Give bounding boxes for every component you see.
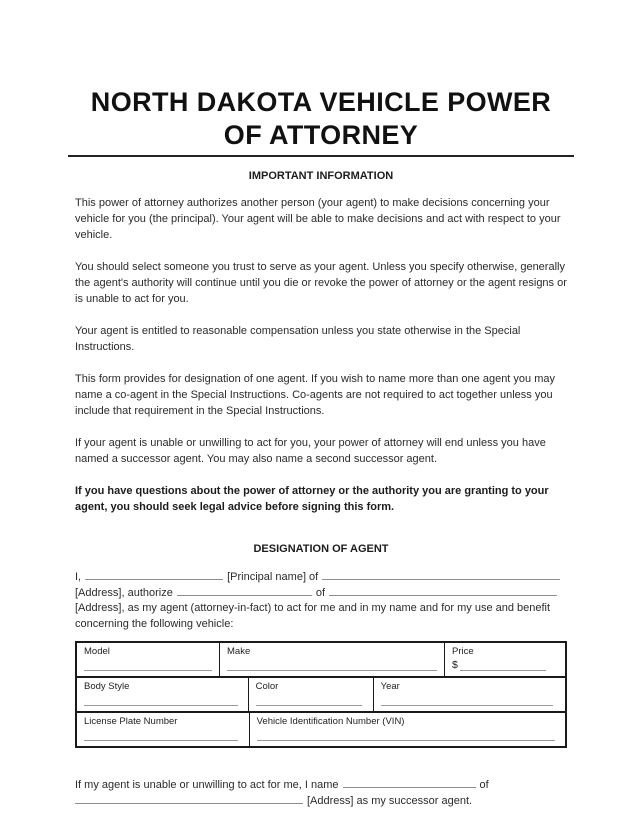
- body-style-label: Body Style: [84, 681, 130, 692]
- paragraph-compensation: Your agent is entitled to reasonable compensation unless you state otherwise in the Special Instructions.: [75, 325, 521, 353]
- section-heading-designation-of-agent: DESIGNATION OF AGENT: [253, 543, 389, 555]
- price-value-row: [452, 660, 558, 671]
- paragraph-successor: If your agent is unable or unwilling to act for you, your power of attorney will end unless you have named a successor agent. You may also name a second successor agent.: [75, 437, 546, 465]
- designation-line-2: [75, 584, 567, 600]
- model-cell: [77, 643, 219, 676]
- successor-line-2: [75, 792, 567, 808]
- make-blank: [227, 669, 437, 671]
- designation-paragraph: [75, 568, 567, 632]
- section-heading-important-information: IMPORTANT INFORMATION: [248, 170, 394, 182]
- vin-cell: [249, 713, 565, 746]
- title-line-2: OF ATTORNEY: [223, 120, 419, 150]
- vehicle-table-row-2: [77, 676, 565, 711]
- designation-i-label: I,: [75, 571, 82, 583]
- year-label: Year: [380, 681, 400, 692]
- successor-of-label: of: [479, 779, 489, 791]
- successor-intro-label: If my agent is unable or unwilling to act for me, I name: [75, 779, 339, 791]
- successor-agent-name-blank: [343, 776, 476, 788]
- designation-line-1: [75, 568, 567, 584]
- model-blank: [84, 669, 212, 671]
- vin-label: Vehicle Identification Number (VIN): [256, 716, 405, 727]
- make-label: Make: [227, 646, 251, 657]
- license-plate-label: License Plate Number: [84, 716, 178, 727]
- year-cell: [373, 678, 565, 711]
- color-label: Color: [255, 681, 279, 692]
- address-authorize-label: [Address], authorize: [75, 587, 173, 599]
- successor-address-label: [Address] as my successor agent.: [307, 795, 473, 807]
- make-cell: [219, 643, 444, 676]
- price-currency-symbol: $: [452, 659, 458, 671]
- price-cell: [444, 643, 565, 676]
- successor-agent-address-blank: [75, 792, 303, 804]
- price-blank: [460, 669, 546, 671]
- vehicle-table-row-1: [77, 643, 565, 676]
- title-divider: [68, 155, 574, 157]
- paragraph-select-agent: You should select someone you trust to serve as your agent. Unless you specify otherwise, generally the agent's authority will continue until you die or revoke the power of attorney or the agent resigns or is unable to act for you.: [75, 261, 567, 305]
- principal-name-label: [Principal name] of: [227, 571, 319, 583]
- price-label: Price: [452, 646, 474, 657]
- successor-paragraph: [75, 776, 567, 808]
- document-title: [75, 86, 567, 152]
- vehicle-table-row-3: [77, 711, 565, 746]
- year-blank: [381, 704, 553, 706]
- body-style-cell: [77, 678, 248, 711]
- paragraph-authorizes: This power of attorney authorizes another person (your agent) to make decisions concerning your vehicle for you (the principal). Your agent will be able to make decisions and act with respect to your vehicle.: [75, 197, 561, 241]
- body-style-blank: [84, 704, 238, 706]
- vehicle-table: [75, 641, 567, 748]
- designation-line-4: concerning the following vehicle:: [75, 618, 234, 630]
- designation-line-3: [Address], as my agent (attorney-in-fact) to act for me and in my name and for my use and benefit: [75, 602, 551, 614]
- model-label: Model: [84, 646, 110, 657]
- legal-advice-notice: If you have questions about the power of attorney or the authority you are granting to your agent, you should seek legal advice before signing this form.: [75, 485, 549, 513]
- principal-name-blank: [85, 568, 223, 580]
- color-blank: [256, 704, 362, 706]
- title-line-1: NORTH DAKOTA VEHICLE POWER: [90, 87, 552, 117]
- paragraph-one-agent: This form provides for designation of one agent. If you wish to name more than one agent you may name a co-agent in the Special Instructions. Co-agents are not required to act together unless you include that requirement in the Special Instructions.: [75, 373, 555, 417]
- agent-address-blank: [329, 584, 557, 596]
- license-plate-blank: [84, 739, 238, 741]
- license-plate-cell: [77, 713, 249, 746]
- principal-address-blank: [322, 568, 560, 580]
- successor-line-1: [75, 776, 567, 792]
- color-cell: [248, 678, 373, 711]
- vin-blank: [257, 739, 555, 741]
- agent-name-blank: [177, 584, 312, 596]
- of-label: of: [315, 587, 326, 599]
